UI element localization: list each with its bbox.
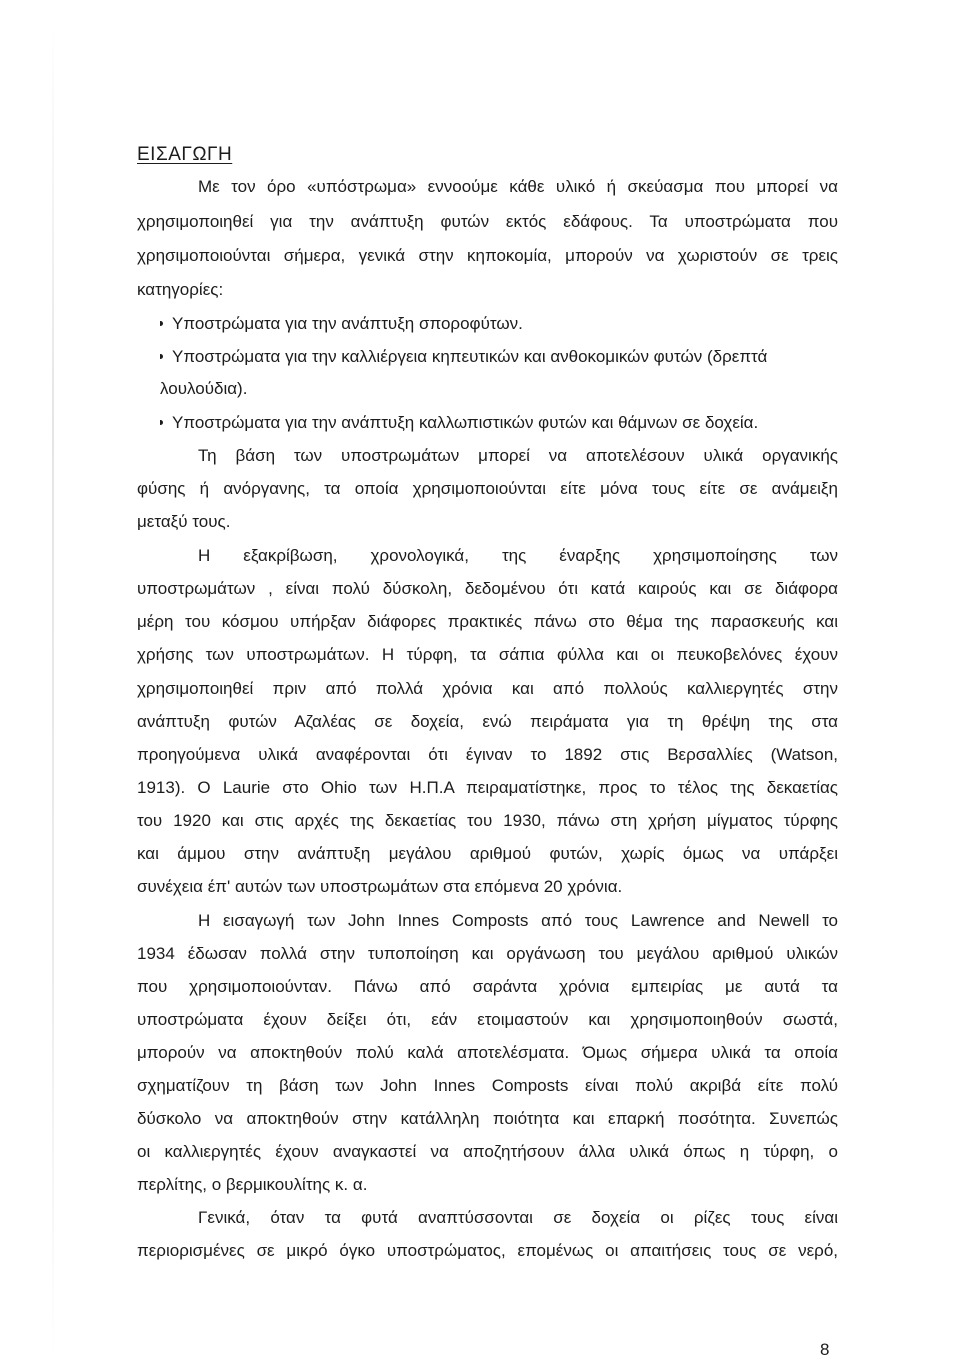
paragraph-line: χρησιμοποιηθεί πριν από πολλά χρόνια και από πολλούς καλλιεργητές στην (137, 679, 838, 698)
paragraph-line: και άμμου στην ανάπτυξη μεγάλου αριθμού φυτών, χωρίς όμως να υπάρξει (137, 844, 838, 863)
section-heading: ΕΙΣΑΓΩΓΗ (137, 144, 233, 165)
paragraph-line: συνέχεια έπ' αυτών των υποστρωμάτων στα επόμενα 20 χρόνια. (137, 877, 623, 896)
paragraph-line: 1913). Ο Laurie στο Ohio των Η.Π.Α πειραματίστηκε, προς το τέλος της δεκαετίας (137, 778, 838, 797)
paragraph-line: που χρησιμοποιούνταν. Πάνω από σαράντα χρόνια εμπειρίας με αυτά τα (137, 977, 838, 996)
binding-shadow (52, 20, 54, 1360)
paragraph-line: υποστρωμάτων , είναι πολύ δύσκολη, δεδομένου ότι κατά καιρούς και σε διάφορα (137, 579, 838, 598)
paragraph-line: Με τον όρο «υπόστρωμα» εννοούμε κάθε υλικό ή σκεύασμα που μπορεί να (198, 177, 838, 196)
list-item-text: Υποστρώματα για την ανάπτυξη σποροφύτων. (172, 314, 523, 333)
paragraph-line: μπορούν να αποκτηθούν πολύ καλά αποτελέσματα. Όμως σήμερα υλικά τα οποία (137, 1043, 838, 1062)
paragraph-line: περλίτης, ο βερμικουλίτης κ. α. (137, 1175, 368, 1194)
paragraph-line: χρήσης των υποστρωμάτων. Η τύρφη, τα σάπια φύλλα και οι πευκοβελόνες έχουν (137, 645, 838, 664)
paragraph-line: οι καλλιεργητές έχουν αναγκαστεί να αποζητήσουν άλλα υλικά όπως η τύρφη, ο (137, 1142, 838, 1161)
paragraph-line: φύσης ή ανόργανης, τα οποία χρησιμοποιούνται είτε μόνα τους είτε σε ανάμειξη (137, 479, 838, 498)
page-number: 8 (820, 1340, 830, 1359)
list-item (160, 412, 838, 434)
paragraph-line: 1934 έδωσαν πολλά στην τυποποίηση και οργάνωση του μεγάλου αριθμού υλικών (137, 944, 838, 963)
paragraph-line: χρησιμοποιηθεί για την ανάπτυξη φυτών εκτός εδάφους. Τα υποστρώματα που (137, 212, 838, 231)
paragraph-line: μέρη του κόσμου υπήρξαν διάφορες πρακτικές πάνω στο θέμα της παρασκευής και (137, 612, 838, 631)
list-item-continuation: λουλούδια). (160, 379, 248, 398)
paragraph-line: σχηματίζουν τη βάση των John Innes Composts είναι πολύ ακριβά είτε πολύ (137, 1076, 838, 1095)
bullet-icon (160, 321, 163, 326)
paragraph-line: χρησιμοποιούνται σήμερα, γενικά στην κηποκομία, μπορούν να χωριστούν σε τρεις (137, 246, 838, 265)
paragraph-line: υποστρώματα έχουν δείξει ότι, εάν ετοιμαστούν και χρησιμοποιηθούν σωστά, (137, 1010, 838, 1029)
paragraph-line: Γενικά, όταν τα φυτά αναπτύσσονται σε δοχεία οι ρίζες τους είναι (198, 1208, 838, 1227)
paragraph-line: ανάπτυξη φυτών Αζαλέας σε δοχεία, ενώ πειράματα για τη θρέψη της στα (137, 712, 838, 731)
paragraph-line: περιορισμένες σε μικρό όγκο υποστρώματος, επομένως οι απαιτήσεις τους σε νερό, (137, 1241, 838, 1260)
bullet-icon (160, 354, 163, 359)
paragraph-line: κατηγορίες: (137, 280, 224, 299)
paragraph-line: Τη βάση των υποστρωμάτων μπορεί να αποτελέσουν υλικά οργανικής (198, 446, 838, 465)
paragraph-line: δύσκολο να αποκτηθούν στην κατάλληλη ποιότητα και επαρκή ποσότητα. Συνεπώς (137, 1109, 838, 1128)
list-item (160, 346, 838, 368)
bullet-icon (160, 420, 163, 425)
paragraph-line: του 1920 και στις αρχές της δεκαετίας του 1930, πάνω στη χρήση μίγματος τύρφης (137, 811, 838, 830)
paragraph-line: Η εξακρίβωση, χρονολογικά, της έναρξης χρησιμοποίησης των (198, 546, 838, 565)
list-item-text: Υποστρώματα για την καλλιέργεια κηπευτικών και ανθοκομικών φυτών (δρεπτά (172, 347, 768, 366)
list-item-text: Υποστρώματα για την ανάπτυξη καλλωπιστικών φυτών και θάμνων σε δοχεία. (172, 413, 759, 432)
paragraph-line: Η εισαγωγή των John Innes Composts από τους Lawrence and Newell το (198, 911, 838, 930)
paragraph-line: μεταξύ τους. (137, 512, 231, 531)
paragraph-line: προηγούμενα υλικά αναφέρονται ότι έγιναν το 1892 στις Βερσαλλίες (Watson, (137, 745, 838, 764)
list-item (160, 313, 838, 335)
